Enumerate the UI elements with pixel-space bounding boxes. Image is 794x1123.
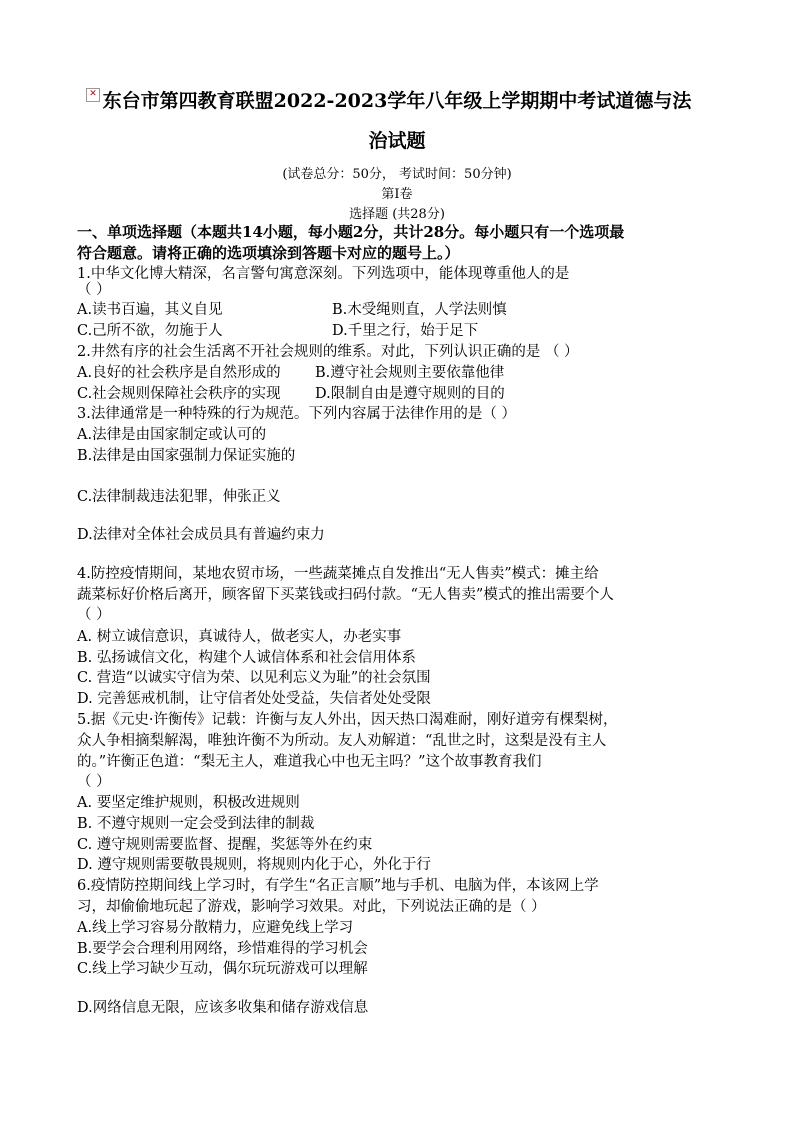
q6-option-a: A.线上学习容易分散精力，应避免线上学习 (77, 920, 354, 936)
q5-stem-line1: 5.据《元史·许衡传》记载：许衡与友人外出，因天热口渴难耐，刚好道旁有棵梨树， (77, 712, 618, 728)
q3-stem: 3.法律通常是一种特殊的行为规范。下列内容属于法律作用的是（ ） (77, 406, 516, 422)
q4-option-b: B. 弘扬诚信文化，构建个人诚信体系和社会信用体系 (77, 650, 416, 666)
broken-image-icon: ✕ (86, 88, 100, 102)
q6-option-b: B.要学会合理利用网络，珍惜难得的学习机会 (77, 941, 368, 957)
q4-stem-line2: 蔬菜标好价格后离开，顾客留下买菜钱或扫码付款。“无人售卖”模式的推出需要个人 (77, 587, 614, 603)
q1-stem-line2: （ ） (77, 282, 111, 298)
q4-stem-line3: （ ） (77, 607, 111, 623)
volume-label: 第Ⅰ卷 (381, 187, 413, 202)
q6-option-d: D.网络信息无限，应该多收集和储存游戏信息 (77, 1000, 369, 1016)
q2-option-d: D.限制自由是遵守规则的目的 (315, 386, 505, 402)
q4-option-c: C. 营造“以诚实守信为荣、以见利忘义为耻”的社会氛围 (77, 670, 431, 686)
q5-option-b: B. 不遵守规则一定会受到法律的制裁 (77, 816, 315, 832)
q6-option-c: C.线上学习缺少互动，偶尔玩玩游戏可以理解 (77, 961, 368, 977)
q5-option-d: D. 遵守规则需要敬畏规则，将规则内化于心，外化于行 (77, 857, 431, 873)
q4-option-d: D. 完善惩戒机制，让守信者处处受益，失信者处处受限 (77, 691, 431, 707)
q5-option-c: C. 遵守规则需要监督、提醒，奖惩等外在约束 (77, 837, 373, 853)
q1-option-c: C.己所不欲，勿施于人 (77, 323, 223, 339)
q1-option-a: A.读书百遍，其义自见 (77, 302, 223, 318)
exam-title-line2: 治试题 (368, 130, 426, 152)
q5-stem-line3: 的。”许衡正色道：“梨无主人，难道我心中也无主吗？”这个故事教育我们 (77, 754, 542, 770)
q2-stem: 2.井然有序的社会生活离不开社会规则的维系。对此，下列认识正确的是 （ ） (77, 344, 579, 360)
q5-stem-line2: 众人争相摘梨解渴，唯独许衡不为所动。友人劝解道：“乱世之时，这梨是没有主人 (77, 733, 607, 749)
exam-info: (试卷总分：50分， 考试时间：50分钟) (282, 167, 512, 182)
q1-option-d: D.千里之行，始于足下 (332, 323, 479, 339)
q6-stem-line1: 6.疫情防控期间线上学习时，有学生“名正言顺”地与手机、电脑为伴，本该网上学 (77, 878, 599, 894)
q4-option-a: A. 树立诚信意识，真诚待人，做老实人，办老实事 (77, 629, 402, 645)
q2-option-a: A.良好的社会秩序是自然形成的 (77, 365, 281, 381)
instructions-line2: 符合题意。请将正确的选项填涂到答题卡对应的题号上。） (77, 244, 460, 262)
q2-option-b: B.遵守社会规则主要依靠他律 (315, 365, 505, 381)
section-name: 选择题 (共28分) (349, 207, 445, 222)
q5-stem-line4: （ ） (77, 774, 111, 790)
q1-option-b: B.木受绳则直，人学法则慎 (332, 302, 507, 318)
q5-option-a: A. 要坚定维护规则，积极改进规则 (77, 795, 300, 811)
q3-option-b: B.法律是由国家强制力保证实施的 (77, 448, 296, 464)
q3-option-d: D.法律对全体社会成员具有普遍约束力 (77, 527, 325, 543)
q2-option-c: C.社会规则保障社会秩序的实现 (77, 386, 281, 402)
instructions-line1: 一、单项选择题（本题共14小题，每小题2分，共计28分。每小题只有一个选项最 (77, 223, 625, 241)
q3-option-a: A.法律是由国家制定或认可的 (77, 427, 267, 443)
q6-stem-line2: 习，却偷偷地玩起了游戏，影响学习效果。对此，下列说法正确的是（ ） (77, 899, 546, 915)
q3-option-c: C.法律制裁违法犯罪，伸张正义 (77, 489, 281, 505)
exam-title-line1: 东台市第四教育联盟2022-2023学年八年级上学期期中考试道德与法 (102, 90, 692, 112)
q4-stem-line1: 4.防控疫情期间，某地农贸市场，一些蔬菜摊点自发推出“无人售卖”模式：摊主给 (77, 566, 599, 582)
q1-stem-line1: 1.中华文化博大精深，名言警句寓意深刻。下列选项中，能体现尊重他人的是 (77, 266, 570, 282)
